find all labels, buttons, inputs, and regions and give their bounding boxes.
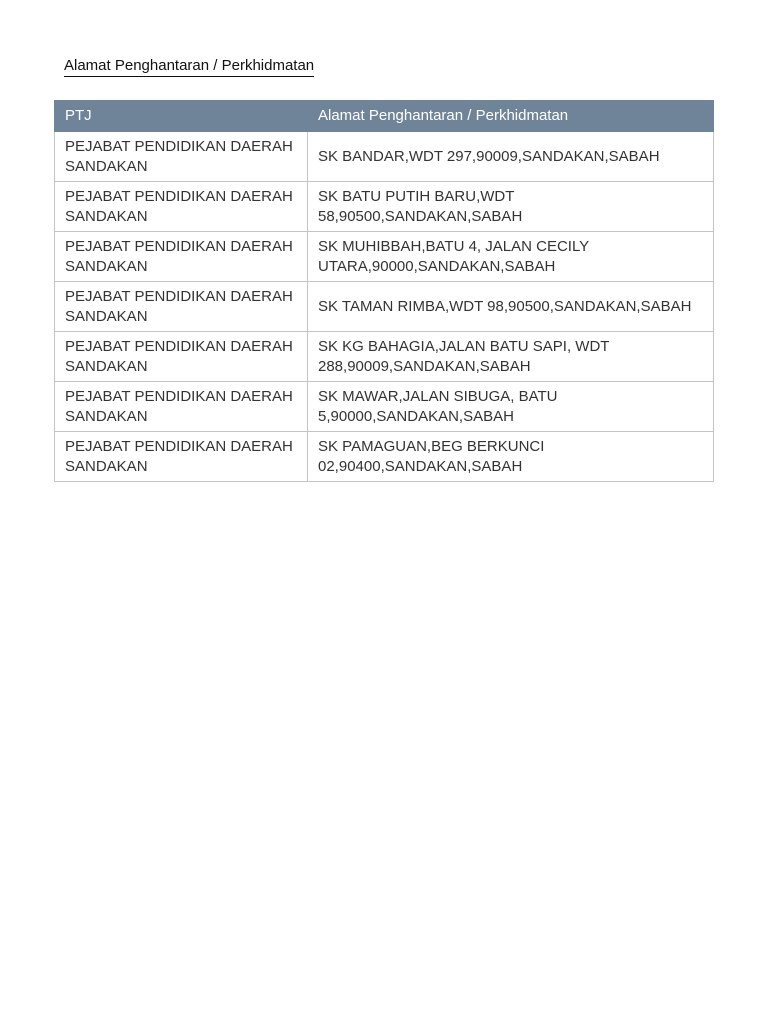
cell-ptj: PEJABAT PENDIDIKAN DAERAH SANDAKAN xyxy=(55,432,308,482)
table-row xyxy=(55,382,714,432)
table-header-row xyxy=(55,101,714,132)
table-row xyxy=(55,132,714,182)
cell-address: SK KG BAHAGIA,JALAN BATU SAPI, WDT 288,90009,SANDAKAN,SABAH xyxy=(308,332,714,382)
column-header-address: Alamat Penghantaran / Perkhidmatan xyxy=(308,101,714,132)
table-row xyxy=(55,232,714,282)
cell-address: SK BANDAR,WDT 297,90009,SANDAKAN,SABAH xyxy=(308,132,714,182)
cell-address: SK MAWAR,JALAN SIBUGA, BATU 5,90000,SANDAKAN,SABAH xyxy=(308,382,714,432)
column-header-ptj: PTJ xyxy=(55,101,308,132)
cell-address: SK PAMAGUAN,BEG BERKUNCI 02,90400,SANDAKAN,SABAH xyxy=(308,432,714,482)
cell-ptj: PEJABAT PENDIDIKAN DAERAH SANDAKAN xyxy=(55,332,308,382)
cell-ptj: PEJABAT PENDIDIKAN DAERAH SANDAKAN xyxy=(55,282,308,332)
table-row xyxy=(55,332,714,382)
address-table xyxy=(54,100,714,482)
page-title: Alamat Penghantaran / Perkhidmatan xyxy=(64,57,314,77)
cell-address: SK MUHIBBAH,BATU 4, JALAN CECILY UTARA,90000,SANDAKAN,SABAH xyxy=(308,232,714,282)
table-row xyxy=(55,282,714,332)
cell-ptj: PEJABAT PENDIDIKAN DAERAH SANDAKAN xyxy=(55,382,308,432)
cell-ptj: PEJABAT PENDIDIKAN DAERAH SANDAKAN xyxy=(55,132,308,182)
table-row xyxy=(55,432,714,482)
cell-ptj: PEJABAT PENDIDIKAN DAERAH SANDAKAN xyxy=(55,232,308,282)
cell-address: SK TAMAN RIMBA,WDT 98,90500,SANDAKAN,SABAH xyxy=(308,282,714,332)
table-row xyxy=(55,182,714,232)
cell-address: SK BATU PUTIH BARU,WDT 58,90500,SANDAKAN,SABAH xyxy=(308,182,714,232)
cell-ptj: PEJABAT PENDIDIKAN DAERAH SANDAKAN xyxy=(55,182,308,232)
